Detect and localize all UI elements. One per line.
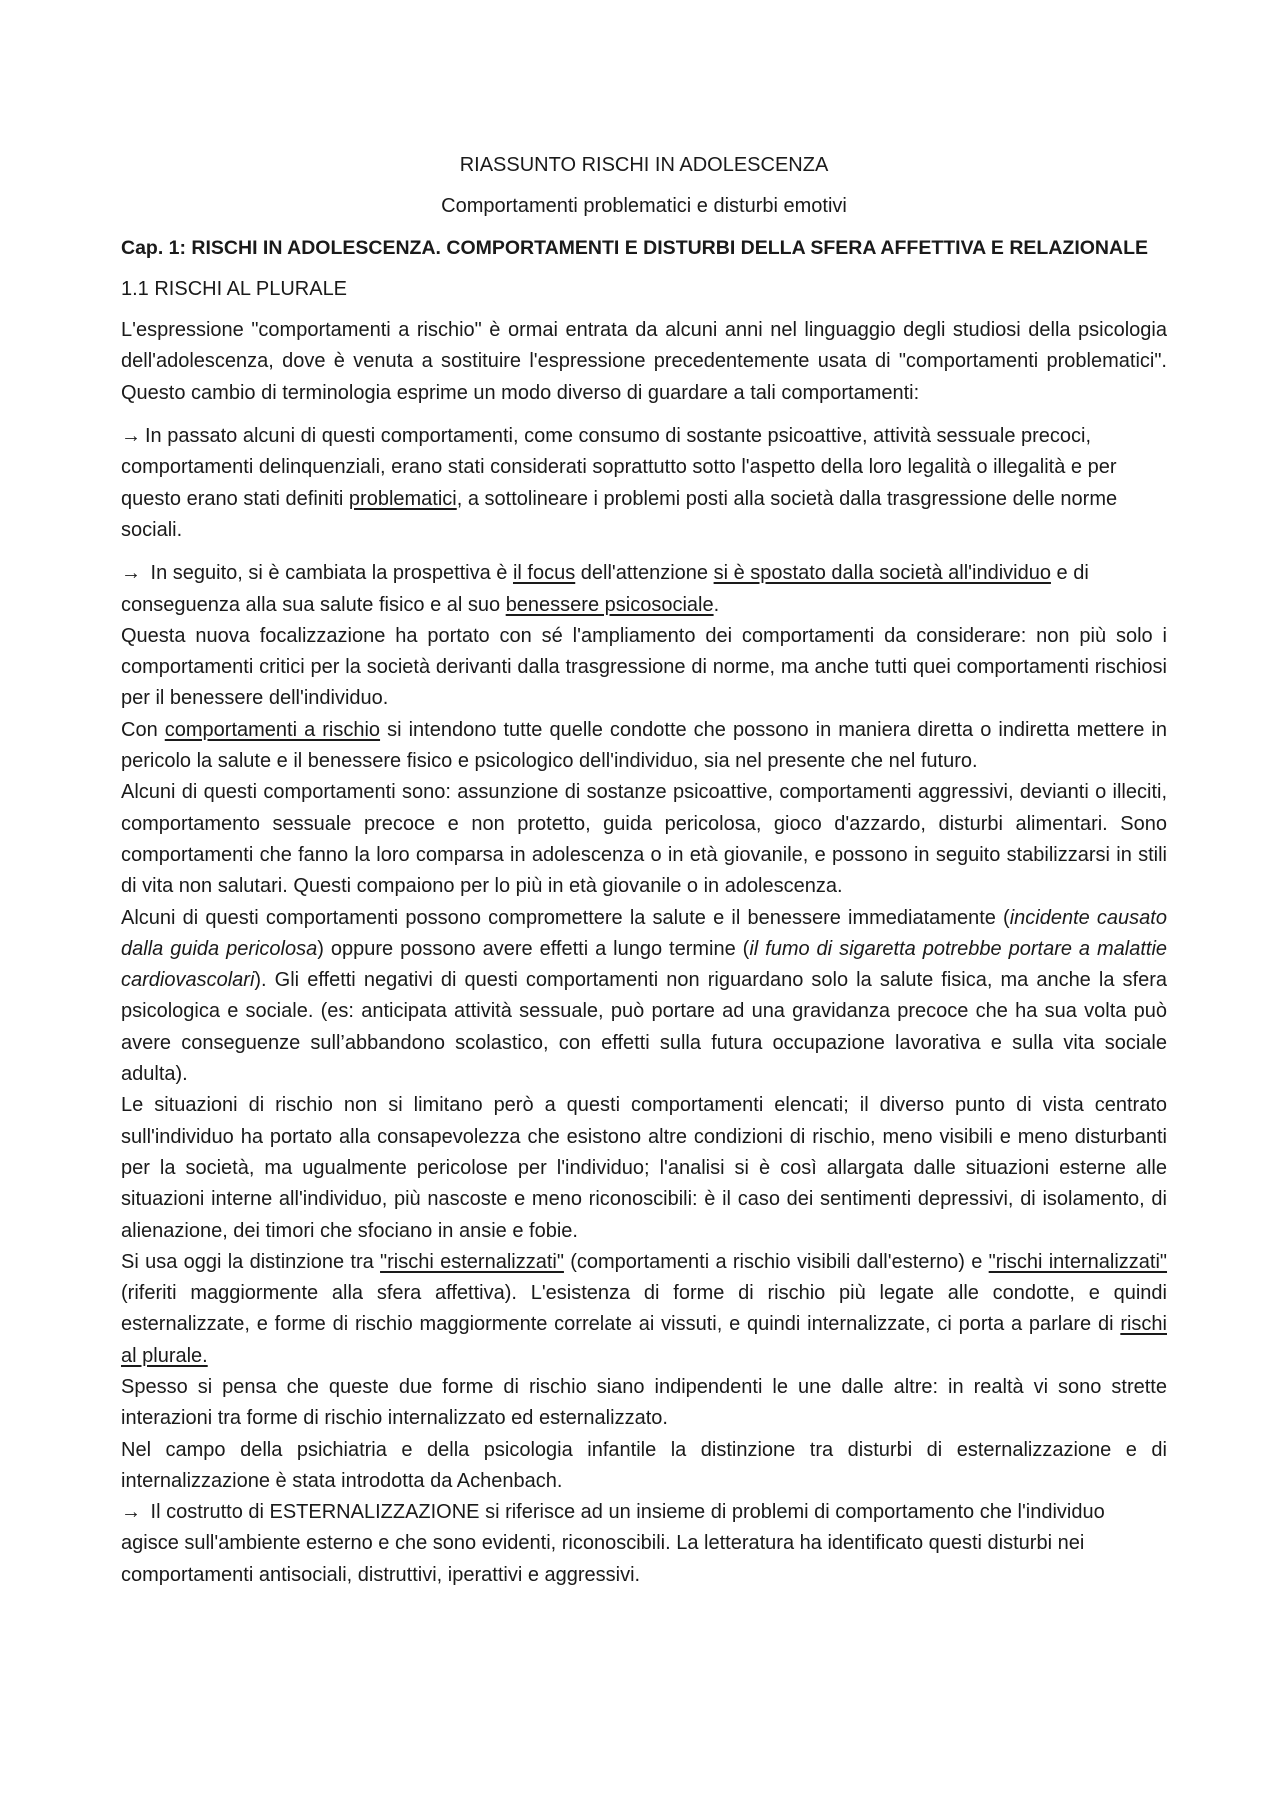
- paragraph-definition: Con comportamenti a rischio si intendono tutte quelle condotte che possono in maniera diretta o indiretta mettere in pericolo la salute e il benessere fisico e psicologico dell'individuo, sia nel presente che nel futuro.: [121, 718, 1167, 773]
- paragraph-past: → In passato alcuni di questi comportamenti, come consumo di sostante psicoattive, attività sessuale precoci, comportamenti delinquenziali, erano stati considerati soprattutto sotto l'aspetto della loro legalità o illegalità e per questo erano stati definiti problematici, a sottolineare i problemi posti alla società dalla trasgressione delle norme sociali.: [121, 425, 1118, 541]
- paragraph-situations: Le situazioni di rischio non si limitano però a questi comportamenti elencati; il diverso punto di vista centrato sull'individuo ha portato alla consapevolezza che esistono altre condizioni di rischio, meno visibili e meno disturbanti per la società, ma ugualmente pericolose per l'individuo; l'analisi si è così allargata dalle situazioni esterne alle situazioni interne all'individuo, più nascoste e meno riconoscibili: è il caso dei sentimenti depressivi, di isolamento, di alienazione, dei timori che sfociano in ansie e fobie.: [121, 1094, 1167, 1242]
- document-body: [121, 150, 1167, 1591]
- underlined-term: problematici: [348, 487, 457, 510]
- italic-example: il fumo di sigaretta potrebbe portare a malattie cardiovascolari: [121, 937, 1168, 992]
- section-heading: 1.1 RISCHI AL PLURALE: [121, 277, 348, 300]
- underlined-term: comportamenti a rischio: [164, 718, 381, 741]
- underlined-term: il focus: [512, 562, 576, 585]
- paragraph-externalization: → Il costrutto di ESTERNALIZZAZIONE si riferisce ad un insieme di problemi di comportamento che l'individuo agisce sull'ambiente esterno e che sono evidenti, riconoscibili. La letteratura ha identificato questi disturbi nei comportamenti antisociali, distruttivi, iperattivi e aggressivi.: [121, 1501, 1105, 1586]
- paragraph-achenbach: Nel campo della psichiatria e della psicologia infantile la distinzione tra disturbi di esternalizzazione e di internalizzazione è stata introdotta da Achenbach.: [121, 1438, 1167, 1492]
- underlined-term: "rischi internalizzati": [988, 1250, 1168, 1273]
- italic-example: incidente causato dalla guida pericolosa: [121, 906, 1167, 960]
- paragraph-effects: Alcuni di questi comportamenti possono compromettere la salute e il benessere immediatamente (incidente causato dalla guida pericolosa) oppure possono avere effetti a lungo termine (il fumo di sigaretta potrebbe portare a malattie cardiovascolari). Gli effetti negativi di questi comportamenti non riguardano solo la salute fisica, ma anche la sfera psicologica e sociale. (es: anticipata attività sessuale, può portare ad una gravidanza precoce che ha sua volta può avere conseguenze sull’abbandono scolastico, con effetti sulla futura occupazione lavorativa e sulla vita sociale adulta).: [121, 906, 1168, 1086]
- paragraph-examples: Alcuni di questi comportamenti sono: assunzione di sostanze psicoattive, comportamenti aggressivi, devianti o illeciti, comportamento sessuale precoce e non protetto, guida pericolosa, gioco d'azzardo, disturbi alimentari. Sono comportamenti che fanno la loro comparsa in adolescenza o in età giovanile, e possono in seguito stabilizzarsi in stili di vita non salutari. Questi compaiono per lo più in età giovanile o in adolescenza.: [121, 781, 1167, 898]
- paragraph-shift: → In seguito, si è cambiata la prospettiva è il focus dell'attenzione si è spostato dalla società all'individuo e di conseguenza alla sua salute fisico e al suo benessere psicosociale.: [121, 562, 1089, 616]
- underlined-term: "rischi esternalizzati": [380, 1250, 564, 1273]
- arrow-icon: →: [121, 562, 141, 585]
- document-subtitle: Comportamenti problematici e disturbi emotivi: [441, 195, 847, 218]
- arrow-icon: →: [121, 425, 141, 448]
- paragraph-focus: Questa nuova focalizzazione ha portato con sé l'ampliamento dei comportamenti da considerare: non più solo i comportamenti critici per la società derivanti dalla trasgressione di norme, ma anche tutti quei comportamenti rischiosi per il benessere dell'individuo.: [121, 624, 1167, 710]
- underlined-term: benessere psicosociale: [505, 593, 714, 616]
- paragraph-interactions: Spesso si pensa che queste due forme di rischio siano indipendenti le une dalle altre: in realtà vi sono strette interazioni tra forme di rischio internalizzato ed esternalizzato.: [121, 1375, 1167, 1430]
- arrow-icon: →: [121, 1501, 141, 1524]
- document-title: RIASSUNTO RISCHI IN ADOLESCENZA: [459, 154, 829, 176]
- chapter-heading: Cap. 1: RISCHI IN ADOLESCENZA. COMPORTAMENTI E DISTURBI DELLA SFERA AFFETTIVA E RELAZIONALE: [121, 236, 1149, 259]
- paragraph-intro: L'espressione "comportamenti a rischio" è ormai entrata da alcuni anni nel linguaggio degli studiosi della psicologia dell'adolescenza, dove è venuta a sostituire l'espressione precedentemente usata di "comportamenti problematici". Questo cambio di terminologia esprime un modo diverso di guardare a tali comportamenti:: [121, 319, 1167, 404]
- paragraph-distinction: Si usa oggi la distinzione tra "rischi esternalizzati" (comportamenti a rischio visibili dall'esterno) e "rischi internalizzati" (riferiti maggiormente alla sfera affettiva). L'esistenza di forme di rischio più legate alle condotte, e quindi esternalizzate, e forme di rischio maggiormente correlate ai vissuti, e quindi internalizzate, ci porta a parlare di rischi al plurale.: [121, 1250, 1168, 1367]
- underlined-term: si è spostato dalla società all'individuo: [713, 562, 1051, 585]
- underlined-term: rischi al plurale.: [121, 1313, 1167, 1367]
